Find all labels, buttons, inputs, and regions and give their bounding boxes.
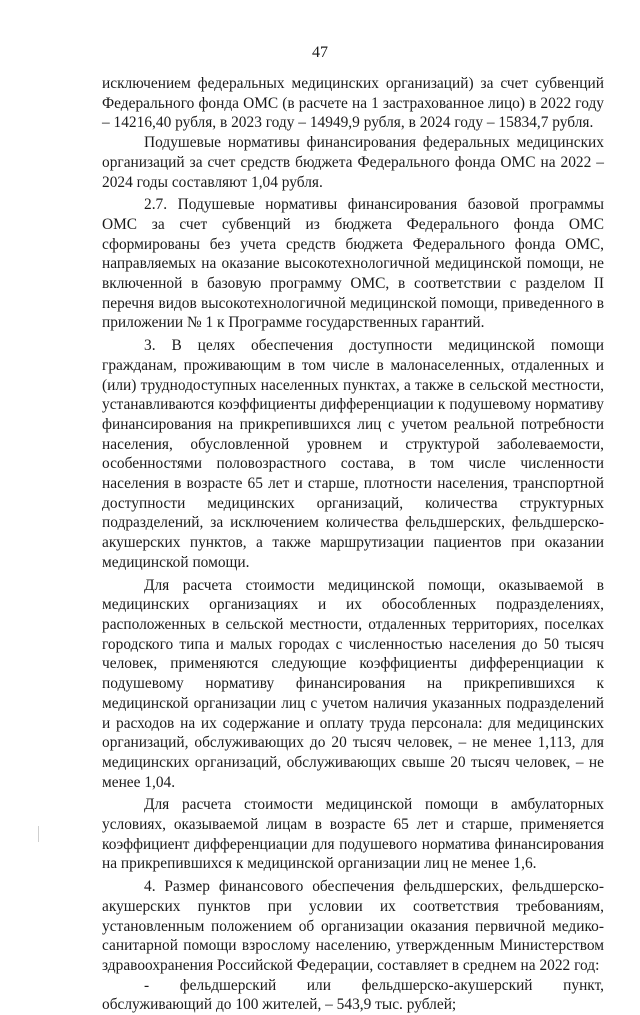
page-number: 47 <box>312 44 328 61</box>
paragraph-rural-coefficients: Для расчета стоимости медицинской помощи, оказываемой в медицинских организациях и их обособленных подразделениях, расположенных в сельской местности, отдаленных территориях, поселках городского типа и малых городах с численностью населения до 50 тысяч человек, применяются следующие коэффициенты дифференциации к подушевому нормативу финансирования на прикрепившихся к медицинской организации лиц с учетом наличия указанных подразделений и расходов на их содержание и оплату труда персонала: для медицинских организаций, обслуживающих до 20 тысяч человек, – не менее 1,113, для медицинских организаций, обслуживающих свыше 20 тысяч человек, – не менее 1,04. <box>102 576 604 791</box>
paragraph-2-7: 2.7. Подушевые нормативы финансирования базовой программы ОМС за счет субвенций из бюджета Федерального фонда ОМС сформированы без учета средств бюджета Федерального фонда ОМС, направляемых на оказание высокотехнологичной медицинской помощи, не включенной в базовую программу ОМС, в соответствии с разделом II перечня видов высокотехнологичной медицинской помощи, приведенного в приложении № 1 к Программе государственных гарантий. <box>102 196 604 332</box>
paragraph-elderly-coefficient: Для расчета стоимости медицинской помощи в амбулаторных условиях, оказываемой лицам в возрасте 65 лет и старше, применяется коэффициент дифференциации для подушевого норматива финансирования на прикрепившихся к медицинской организации лиц не менее 1,6. <box>102 796 604 873</box>
paragraph-continuation: исключением федеральных медицинских организаций) за счет субвенций Федерального фонда ОМС (в расчете на 1 застрахованное лицо) в 2022 году – 14216,40 рубля, в 2023 году – 14949,9 рубля, в 2024 году – 15834,7 рубля. <box>102 75 604 132</box>
list-item-fap-100: - фельдшерский или фельдшерско-акушерский пункт, обслуживающий до 100 жителей, – 543,9 тыс. рублей; <box>102 976 604 1014</box>
paragraph-federal-norms: Подушевые нормативы финансирования федеральных медицинских организаций за счет средств бюджета Федерального фонда ОМС на 2022 – 2024 годы составляют 1,04 рубля. <box>102 134 604 191</box>
paragraph-3: 3. В целях обеспечения доступности медицинской помощи гражданам, проживающим в том числе в малонаселенных, отдаленных и (или) труднодоступных населенных пунктах, а также в сельской местности, устанавливаются коэффициенты дифференциации к подушевому нормативу финансирования на прикрепившихся лиц с учетом реальной потребности населения, обусловленной уровнем и структурой заболеваемости, особенностями половозрастного состава, в том числе численности населения в возрасте 65 лет и старше, плотности населения, транспортной доступности медицинских организаций, количества структурных подразделений, за исключением количества фельдшерских, фельдшерско-акушерских пунктов, а также маршрутизации пациентов при оказании медицинской помощи. <box>102 337 604 571</box>
scan-margin-mark <box>38 826 39 842</box>
paragraph-4: 4. Размер финансового обеспечения фельдшерских, фельдшерско-акушерских пунктов при условии их соответствия требованиям, установленным положением об организации оказания первичной медико-санитарной помощи взрослому населению, утвержденным Министерством здравоохранения Российской Федерации, составляет в среднем на 2022 год: <box>102 878 604 974</box>
body-text <box>102 74 604 1015</box>
